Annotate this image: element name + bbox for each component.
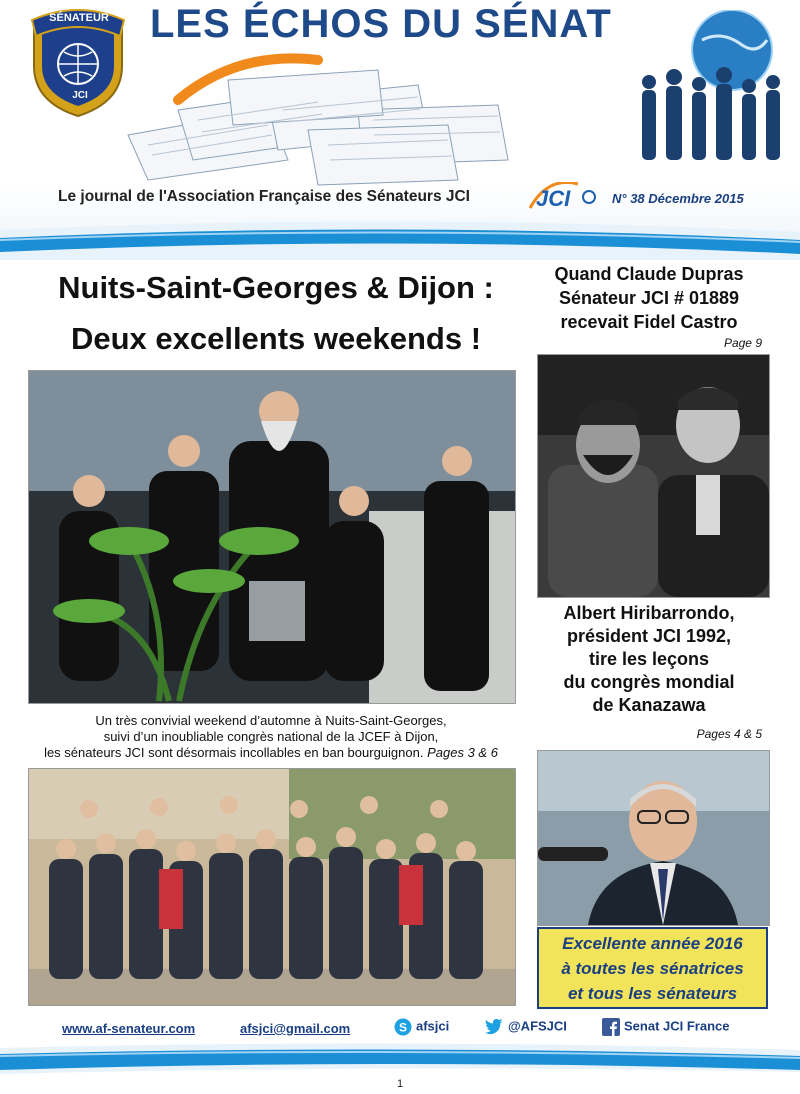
hiri-title-line-2: président JCI 1992,	[566, 626, 732, 646]
castro-page-ref: Page 9	[723, 336, 762, 350]
greeting-line-2: à toutes les sénatrices	[561, 959, 744, 978]
newsletter-title: LES ÉCHOS DU SÉNAT	[150, 2, 612, 46]
newspapers-illustration	[118, 40, 538, 190]
greeting-line-3: et tous les sénateurs	[567, 984, 738, 1003]
speaker-photo	[537, 750, 770, 926]
badge-top-text: SÉNATEUR	[49, 12, 109, 24]
castro-title-line-2: Sénateur JCI # 01889	[558, 288, 740, 308]
svg-text:S: S	[398, 1020, 408, 1035]
facebook-contact[interactable]	[602, 1018, 730, 1036]
globe-silhouettes-illustration	[622, 10, 792, 170]
hiri-title-line-4: du congrès mondial	[563, 672, 735, 692]
headline-line-1: Nuits-Saint-Georges & Dijon :	[58, 270, 494, 305]
skype-icon	[394, 1018, 412, 1036]
header-wave-band	[0, 210, 800, 260]
page-number: 1	[396, 1078, 404, 1090]
skype-handle: afsjci	[416, 1018, 450, 1034]
group-photo	[28, 768, 516, 1006]
hiribarrondo-page-ref: Pages 4 & 5	[696, 727, 762, 741]
hiri-title-line-1: Albert Hiribarrondo,	[563, 603, 735, 623]
castro-photo	[537, 354, 770, 598]
jci-logo	[528, 182, 606, 212]
footer-wave-band	[0, 1042, 800, 1080]
greeting-line-1: Excellente année 2016	[562, 934, 743, 953]
email-link[interactable]: afsjci@gmail.com	[240, 1021, 351, 1036]
twitter-handle: @AFSJCI	[508, 1018, 567, 1034]
website-link[interactable]: www.af-senateur.com	[62, 1021, 196, 1036]
issue-number-date: N° 38 Décembre 2015	[612, 191, 744, 206]
caption-line-2: suivi d’un inoubliable congrès national de la JCEF à Dijon,	[103, 729, 439, 744]
footer-contacts	[0, 1017, 800, 1041]
caption-line-3	[28, 745, 514, 761]
hiribarrondo-story-title	[534, 602, 764, 717]
caption-line-1: Un très convivial weekend d’automne à Nuits-Saint-Georges,	[95, 713, 447, 728]
tagline: Le journal de l'Association Française des Sénateurs JCI	[58, 188, 470, 205]
badge-bottom-text: JCI	[72, 90, 88, 101]
castro-title-line-3: recevait Fidel Castro	[560, 312, 738, 332]
facebook-page: Senat JCI France	[624, 1018, 730, 1034]
skype-contact[interactable]	[394, 1018, 449, 1036]
headline-line-2: Deux excellents weekends !	[70, 321, 482, 356]
castro-title-line-1: Quand Claude Dupras	[554, 264, 744, 284]
castro-story-title	[534, 262, 764, 334]
jci-logo-text: JCI	[536, 186, 571, 211]
hiri-title-line-3: tire les leçons	[588, 649, 710, 669]
caption-pages-ref: Pages 3 & 6	[427, 745, 498, 760]
stage-photo-caption	[28, 713, 514, 761]
jci-globe-icon	[582, 190, 596, 204]
main-headline	[22, 262, 530, 364]
twitter-contact[interactable]	[484, 1018, 567, 1036]
stage-ceremony-photo	[28, 370, 516, 704]
new-year-greeting-box	[537, 927, 768, 1009]
facebook-icon	[602, 1018, 620, 1036]
hiri-title-line-5: de Kanazawa	[592, 695, 706, 715]
twitter-bird-icon	[484, 1018, 504, 1036]
caption-line-3-text: les sénateurs JCI sont désormais incollables en ban bourguignon.	[44, 745, 424, 760]
